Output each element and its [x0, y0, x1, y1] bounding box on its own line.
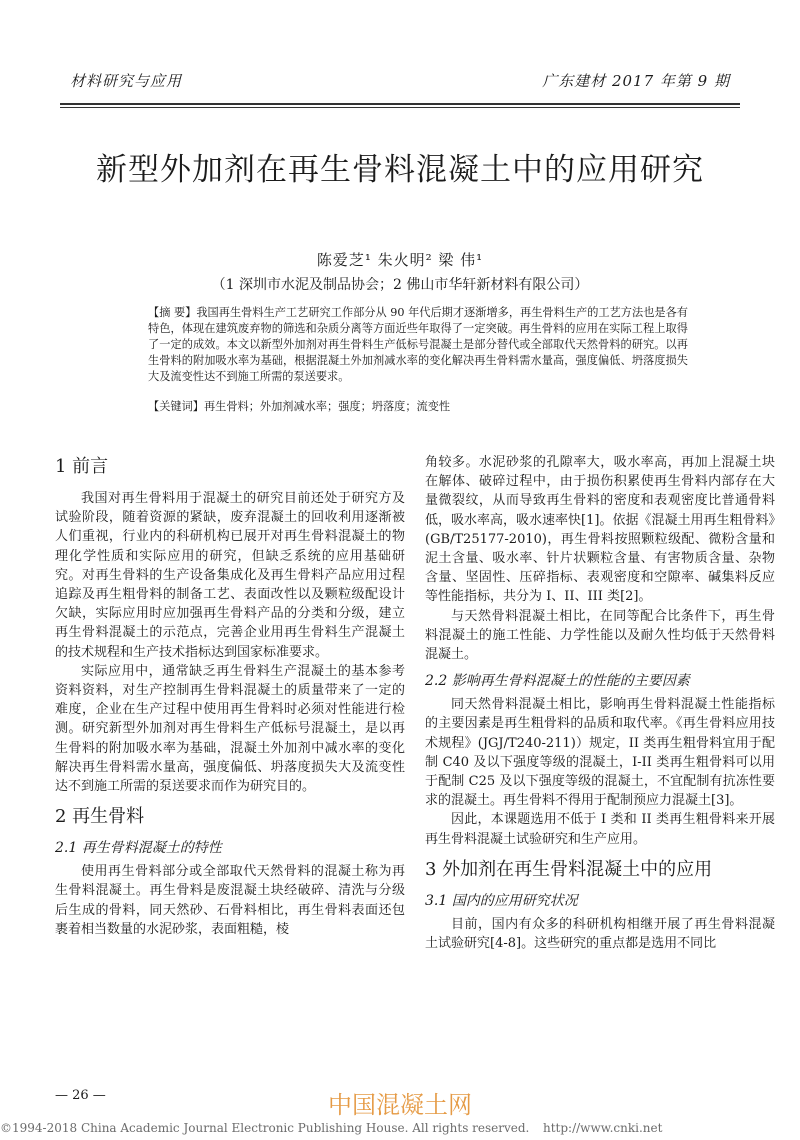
left-column: [55, 455, 405, 939]
subsection-heading-2-2: 2.2 影响再生骨料混凝土的性能的主要因素: [425, 673, 690, 690]
author-affiliation: （1 深圳市水泥及制品协会；2 佛山市华轩新材料有限公司）: [211, 277, 589, 293]
running-header-section: 材料研究与应用: [70, 72, 183, 90]
paragraph: 使用再生骨料部分或全部取代天然骨料的混凝土称为再生骨料混凝土。再生骨料是废混凝土块经破碎、清洗与分级后生成的骨料，同天然砂、石骨料相比，再生骨料表面还包裹着相当数量的水泥砂浆，表面粗糙，棱: [55, 864, 405, 937]
section-heading-intro: 1 前言: [55, 456, 109, 477]
subsection-heading-3-1: 3.1 国内的应用研究状况: [425, 892, 578, 909]
header-rule-thin: [60, 107, 740, 108]
copyright-text: ©1994-2018 China Academic Journal Electronic Publishing House. All rights reserved.: [0, 1121, 530, 1135]
page-number: — 26 —: [55, 1088, 106, 1103]
paragraph: 实际应用中，通常缺乏再生骨料生产混凝土的基本参考资料资料，对生产控制再生骨料混凝土的质量带来了一定的难度，企业在生产过程中使用再生骨料时必须对性能进行检测。研究新型外加剂对再生骨料生产低标号混凝土，是以再生骨料的附加吸水率为基础，混凝土外加剂中减水率的变化解决再生骨料需水量高，强度偏低、坍落度损失大及流变性达不到施工所需的泵送要求而作为研究目的。: [55, 663, 405, 795]
paragraph: 与天然骨料混凝土相比，在同等配合比条件下，再生骨料混凝土的施工性能、力学性能以及耐久性均低于天然骨料混凝土。: [425, 608, 775, 663]
running-header-issue: 广东建材 2017 年第 9 期: [542, 72, 730, 90]
article-title: 新型外加剂在再生骨料混凝土中的应用研究: [96, 152, 704, 188]
right-column: [425, 453, 775, 953]
footer-url[interactable]: http://www.cnki.net: [543, 1121, 663, 1135]
paragraph: 因此，本课题选用不低于 I 类和 II 类再生粗骨料来开展再生骨料混凝土试验研究和生产应用。: [425, 812, 775, 847]
abstract: 【摘 要】我国再生骨料生产工艺研究工作部分从 90 年代后期才逐渐增多，再生骨料生产的工艺方法也是各有特色，体现在建筑废弃物的筛选和杂质分离等方面近些年取得了一定突破。再生骨料的应用在实际工程上取得了一定的成效。本文以新型外加剂对再生骨料生产低标号混凝土是部分替代或全部取代天然骨料的研究。以再生骨料的附加吸水率为基础，根据混凝土外加剂减水率的变化解决再生骨料需水量高，强度偏低、坍落度损失大及流变性达不到施工所需的泵送要求。: [148, 306, 688, 383]
paragraph: 同天然骨料混凝土相比，影响再生骨料混凝土性能指标的主要因素是再生粗骨料的品质和取代率。《再生骨料应用技术规程》(JGJ/T240-211)）规定，II 类再生粗骨料宜用于配制 C40 及以下强度等级的混凝土，I-II 类再生粗骨料可以用于配制 C25 及以下强度等级的混凝土，不宜配制有抗冻性要求的混凝土。再生骨料不得用于配制预应力混凝土[3]。: [425, 697, 775, 809]
subsection-heading-2-1: 2.1 再生骨料混凝土的特性: [55, 840, 222, 857]
paragraph-continued: 角较多。水泥砂浆的孔隙率大，吸水率高，再加上混凝土块在解体、破碎过程中，由于损伤积累使再生骨料内部存在大量微裂纹，从而导致再生骨料的密度和表观密度比普通骨料低，吸水率高，吸水速率快[1]。依据《混凝土用再生粗骨料》(GB/T25177-2010)，再生骨料按照颗粒级配、微粉含量和泥土含量、吸水率、针片状颗粒含量、有害物质含量、杂物含量、坚固性、压碎指标、表观密度和空隙率、碱集料反应等性能指标，共分为 I、II、III 类[2]。: [425, 455, 775, 605]
section-heading-admixture-application: 3 外加剂在再生骨料混凝土中的应用: [425, 858, 713, 880]
section-heading-recycled-aggregate: 2 再生骨料: [55, 806, 145, 828]
paragraph: 我国对再生骨料用于混凝土的研究目前还处于研究方及试验阶段，随着资源的紧缺，废弃混凝土的回收利用逐渐被人们重视，行业内的科研机构已展开对再生骨料混凝土的物理化学性质和实际应用的研究，但缺乏系统的应用基础研究。对再生骨料的生产设备集成化及再生骨料产品应用过程追踪及再生粗骨料的制备工艺、表面改性以及颗粒级配设计欠缺，实际应用时应加强再生骨料产品的分类和分级，建立再生骨料混凝土的示范点，完善企业用再生骨料生产混凝土的技术规程和生产技术指标达到国家标准要求。: [55, 491, 405, 660]
author-list: 陈爱芝¹ 朱火明² 梁 伟¹: [316, 251, 484, 269]
paragraph: 目前，国内有众多的科研机构相继开展了再生骨料混凝土试验研究[4-8]。这些研究的重点都是选用不同比: [425, 916, 775, 952]
site-watermark: 中国混凝土网: [328, 1091, 472, 1119]
keywords: 【关键词】再生骨料；外加剂减水率；强度；坍落度；流变性: [148, 400, 451, 413]
header-rule: [60, 103, 740, 105]
